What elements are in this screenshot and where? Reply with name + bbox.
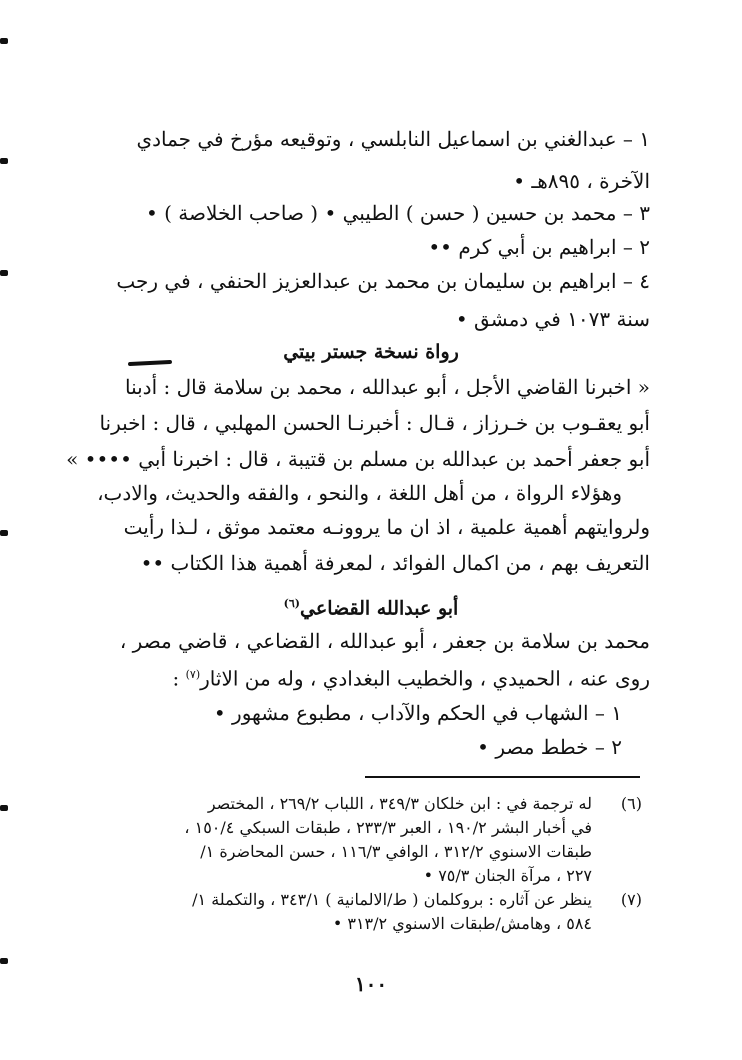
margin-mark <box>0 805 8 811</box>
footnote-line: له ترجمة في : ابن خلكان ٣٤٩/٣ ، اللباب ٢٦٩/٢ ، المختصر <box>207 794 592 813</box>
margin-mark <box>0 38 8 44</box>
paragraph-line: التعريف بهم ، من اكمال الفوائد ، لمعرفة أهمية هذا الكتاب •• <box>140 551 650 575</box>
biography-text-end: : <box>172 666 186 691</box>
chain-line: « اخبرنا القاضي الأجل ، أبو عبدالله ، محمد بن سلامة قال : أدبنا <box>124 375 650 399</box>
biography-text: روى عنه ، الحميدي ، والخطيب البغدادي ، وله من الاثار <box>200 666 650 691</box>
body-line: ١ – عبدالغني بن اسماعيل النابلسي ، وتوقيعه مؤرخ في جمادي <box>136 127 650 151</box>
footnote-line: في أخبار البشر ١٩٠/٢ ، العبر ٢٣٣/٣ ، طبقات السبكي ١٥٠/٤ ، <box>184 818 592 837</box>
footnote-ref: (٦) <box>283 597 301 610</box>
footnote-ref: (٧) <box>185 668 201 681</box>
section-heading: رواة نسخة جستر بيتي <box>283 341 459 363</box>
body-line: الآخرة ، ٨٩٥هـ • <box>513 169 650 193</box>
work-item: ١ – الشهاب في الحكم والآداب ، مطبوع مشهور • <box>213 701 622 725</box>
margin-mark <box>0 958 8 964</box>
body-line: سنة ١٠٧٣ في دمشق • <box>455 307 650 331</box>
biography-heading <box>0 590 742 622</box>
body-line: ٤ – ابراهيم بن سليمان بن محمد بن عبدالعزيز الحنفي ، في رجب <box>116 269 650 293</box>
margin-mark <box>0 158 8 164</box>
chain-line: أبو جعفر أحمد بن عبدالله بن مسلم بن قتيبة ، قال : اخبرنا أبي •••• » <box>66 447 650 471</box>
margin-mark <box>0 530 8 536</box>
footnote-line: ٢٢٧ ، مرآة الجنان ٧٥/٣ • <box>423 866 592 885</box>
footnote-line: ينظر عن آثاره : بروكلمان ( ط/الالمانية ) ٣٤٣/١ ، والتكملة ١/ <box>192 890 592 909</box>
paragraph-line: ولروايتهم أهمية علمية ، اذ ان ما يروونـه معتمد موثق ، لـذا رأيت <box>123 515 650 539</box>
work-item: ٢ – خطط مصر • <box>477 735 622 759</box>
footnote-rule <box>365 776 640 778</box>
body-line: ٢ – ابراهيم بن أبي كرم •• <box>428 235 650 259</box>
footnote-line: ٥٨٤ ، وهامش/طبقات الاسنوي ٣١٣/٢ • <box>332 914 592 933</box>
footnote-number: (٧) <box>620 890 642 909</box>
body-line: ٣ – محمد بن حسين ( حسن ) الطيبي • ( صاحب الخلاصة ) • <box>145 201 650 225</box>
footnote-number: (٦) <box>620 794 642 813</box>
heading-text: أبو عبدالله القضاعي <box>300 597 459 620</box>
chain-line: أبو يعقـوب بن خـرزاز ، قـال : أخبرنـا الحسن المهلبي ، قال : اخبرنا <box>99 411 650 435</box>
biography-line: محمد بن سلامة بن جعفر ، أبو عبدالله ، القضاعي ، قاضي مصر ، <box>119 629 650 653</box>
page-number: ١٠٠ <box>354 972 388 996</box>
margin-mark <box>0 270 8 276</box>
paragraph-line: وهؤلاء الرواة ، من أهل اللغة ، والنحو ، والفقه والحديث، والادب، <box>97 481 622 505</box>
footnote-line: طبقات الاسنوي ٣١٢/٢ ، الوافي ١١٦/٣ ، حسن المحاضرة ١/ <box>200 842 592 861</box>
biography-line <box>90 660 650 694</box>
